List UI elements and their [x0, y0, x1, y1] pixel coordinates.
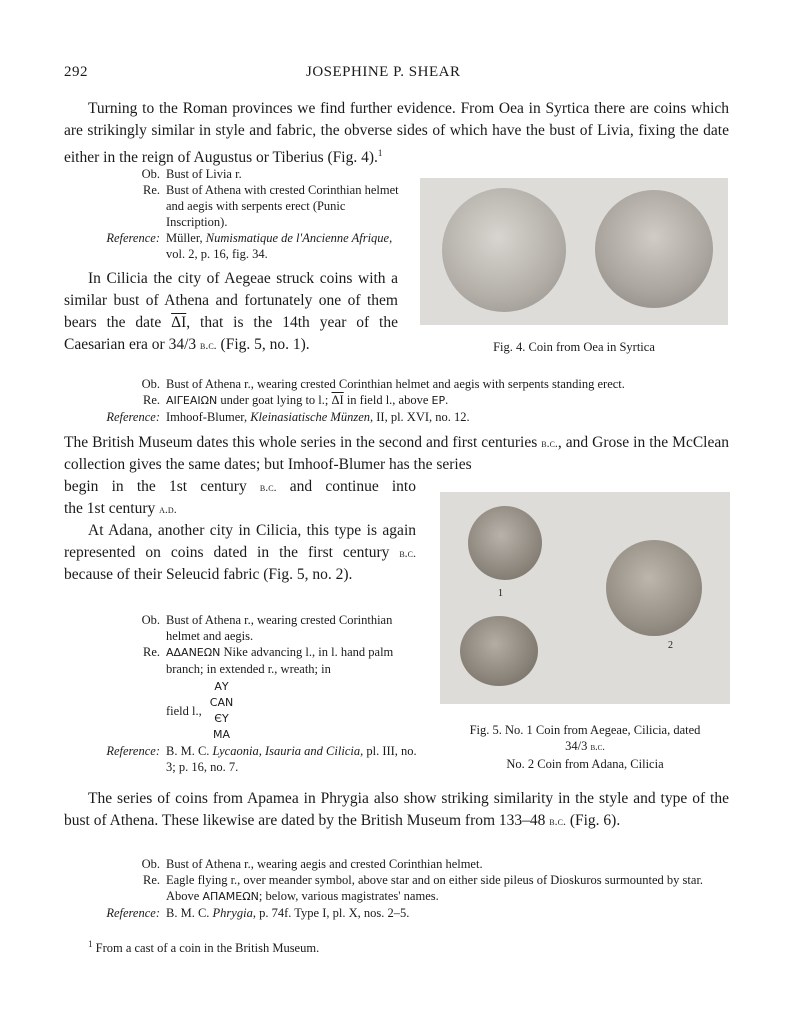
figure-5-caption: Fig. 5. No. 1 Coin from Aegeae, Cilicia, dated 34/3 b.c. No. 2 Coin from Adana, Cilicia	[469, 723, 701, 771]
paragraph-apamea: The series of coins from Apamea in Phrygia also show striking similarity in the style and type of the bust of Athena. These likewise are dated by the British Museum from 133–48 b.c. (Fig. 6).	[64, 790, 729, 829]
footnote: $^1$ From a cast of a coin in the British Museum.	[88, 939, 320, 956]
figure-4-plate	[420, 178, 728, 325]
coin-aegeae-obverse	[468, 506, 542, 580]
footnote-ref: 1	[377, 148, 383, 158]
coin-label-1: 1	[498, 588, 503, 599]
coin-description-aegeae: Ob. Bust of Athena r., wearing crested Corinthian helmet and aegis with serpents standing erect. Re. ΑΙΓΕΑΙΩΝ under goat lying to l.; $\overline{\Delta I}$ in field l., above ΕΡ. Reference: Imhoof-Blumer, Kleinasiatische Münzen, II, pl. XVI, no. 12.	[106, 377, 625, 424]
paragraph-british-museum-cont: begin in the 1st century b.c. and continue into the 1st century a.d.	[64, 478, 416, 517]
figure-5-plate	[440, 492, 730, 704]
coin-description-adana: Ob. Bust of Athena r., wearing crested Corinthian helmet and aegis. Re. ΑΔΑΝΕΩΝ Nike advancing l., in l. hand palm branch; in extended r., wreath; in field l., ΑΥ CAN ЄΥ ΜΑ Reference: B. M. C. Lycaonia, Isauria and Cilicia, pl. III, no. 3; p. 16, no. 7.	[106, 613, 417, 774]
coin-label-2: 2	[668, 640, 673, 651]
page-number: 292	[64, 64, 88, 80]
running-title: JOSEPHINE P. SHEAR	[306, 64, 461, 80]
coin-aegeae-reverse	[460, 616, 538, 686]
paragraph-adana: At Adana, another city in Cilicia, this type is again represented on coins dated in the first century b.c. because of their Seleucid fabric (Fig. 5, no. 2).	[64, 522, 416, 583]
figure-4-caption: Fig. 4. Coin from Oea in Syrtica	[493, 340, 655, 354]
coin-livia-obverse	[442, 188, 566, 312]
paragraph-british-museum: The British Museum dates this whole series in the second and first centuries b.c., and Grose in the McClean collection gives the same dates; but Imhoof-Blumer has the series	[64, 434, 729, 473]
coin-description-oea: Ob. Bust of Livia r. Re. Bust of Athena with crested Corinthian helmet and aegis with serpents erect (Punic Inscription). Reference: Müller, Numismatique de l'Ancienne Afrique, vol. 2, p. 16, fig. 34.	[106, 167, 399, 261]
paragraph-intro: Turning to the Roman provinces we find further evidence. From Oea in Syrtica there are coins which are strikingly similar in style and fabric, the obverse sides of which have the bust of Livia, fixing the date either in the reign of Augustus or Tiberius (Fig. 4).$^1$	[64, 100, 729, 167]
coin-adana	[606, 540, 702, 636]
paragraph-cilicia: In Cilicia the city of Aegeae struck coins with a similar bust of Athena and fortunately one of them bears the date $\overline{\Delta I}$, that is the 14th year of the Caesarian era or 34/3 b.c. (Fig. 5, no. 1).	[64, 270, 398, 353]
coin-athena-reverse	[595, 190, 713, 308]
coin-description-apamea: Ob. Bust of Athena r., wearing aegis and crested Corinthian helmet. Re. Eagle flying r., over meander symbol, above star and on either side pileus of Dioskuros surmounted by star. Above ΑΠΑΜΕΩΝ; below, various magistrates' names. Reference: B. M. C. Phrygia, p. 74f. Type I, pl. X, nos. 2–5.	[106, 857, 704, 920]
